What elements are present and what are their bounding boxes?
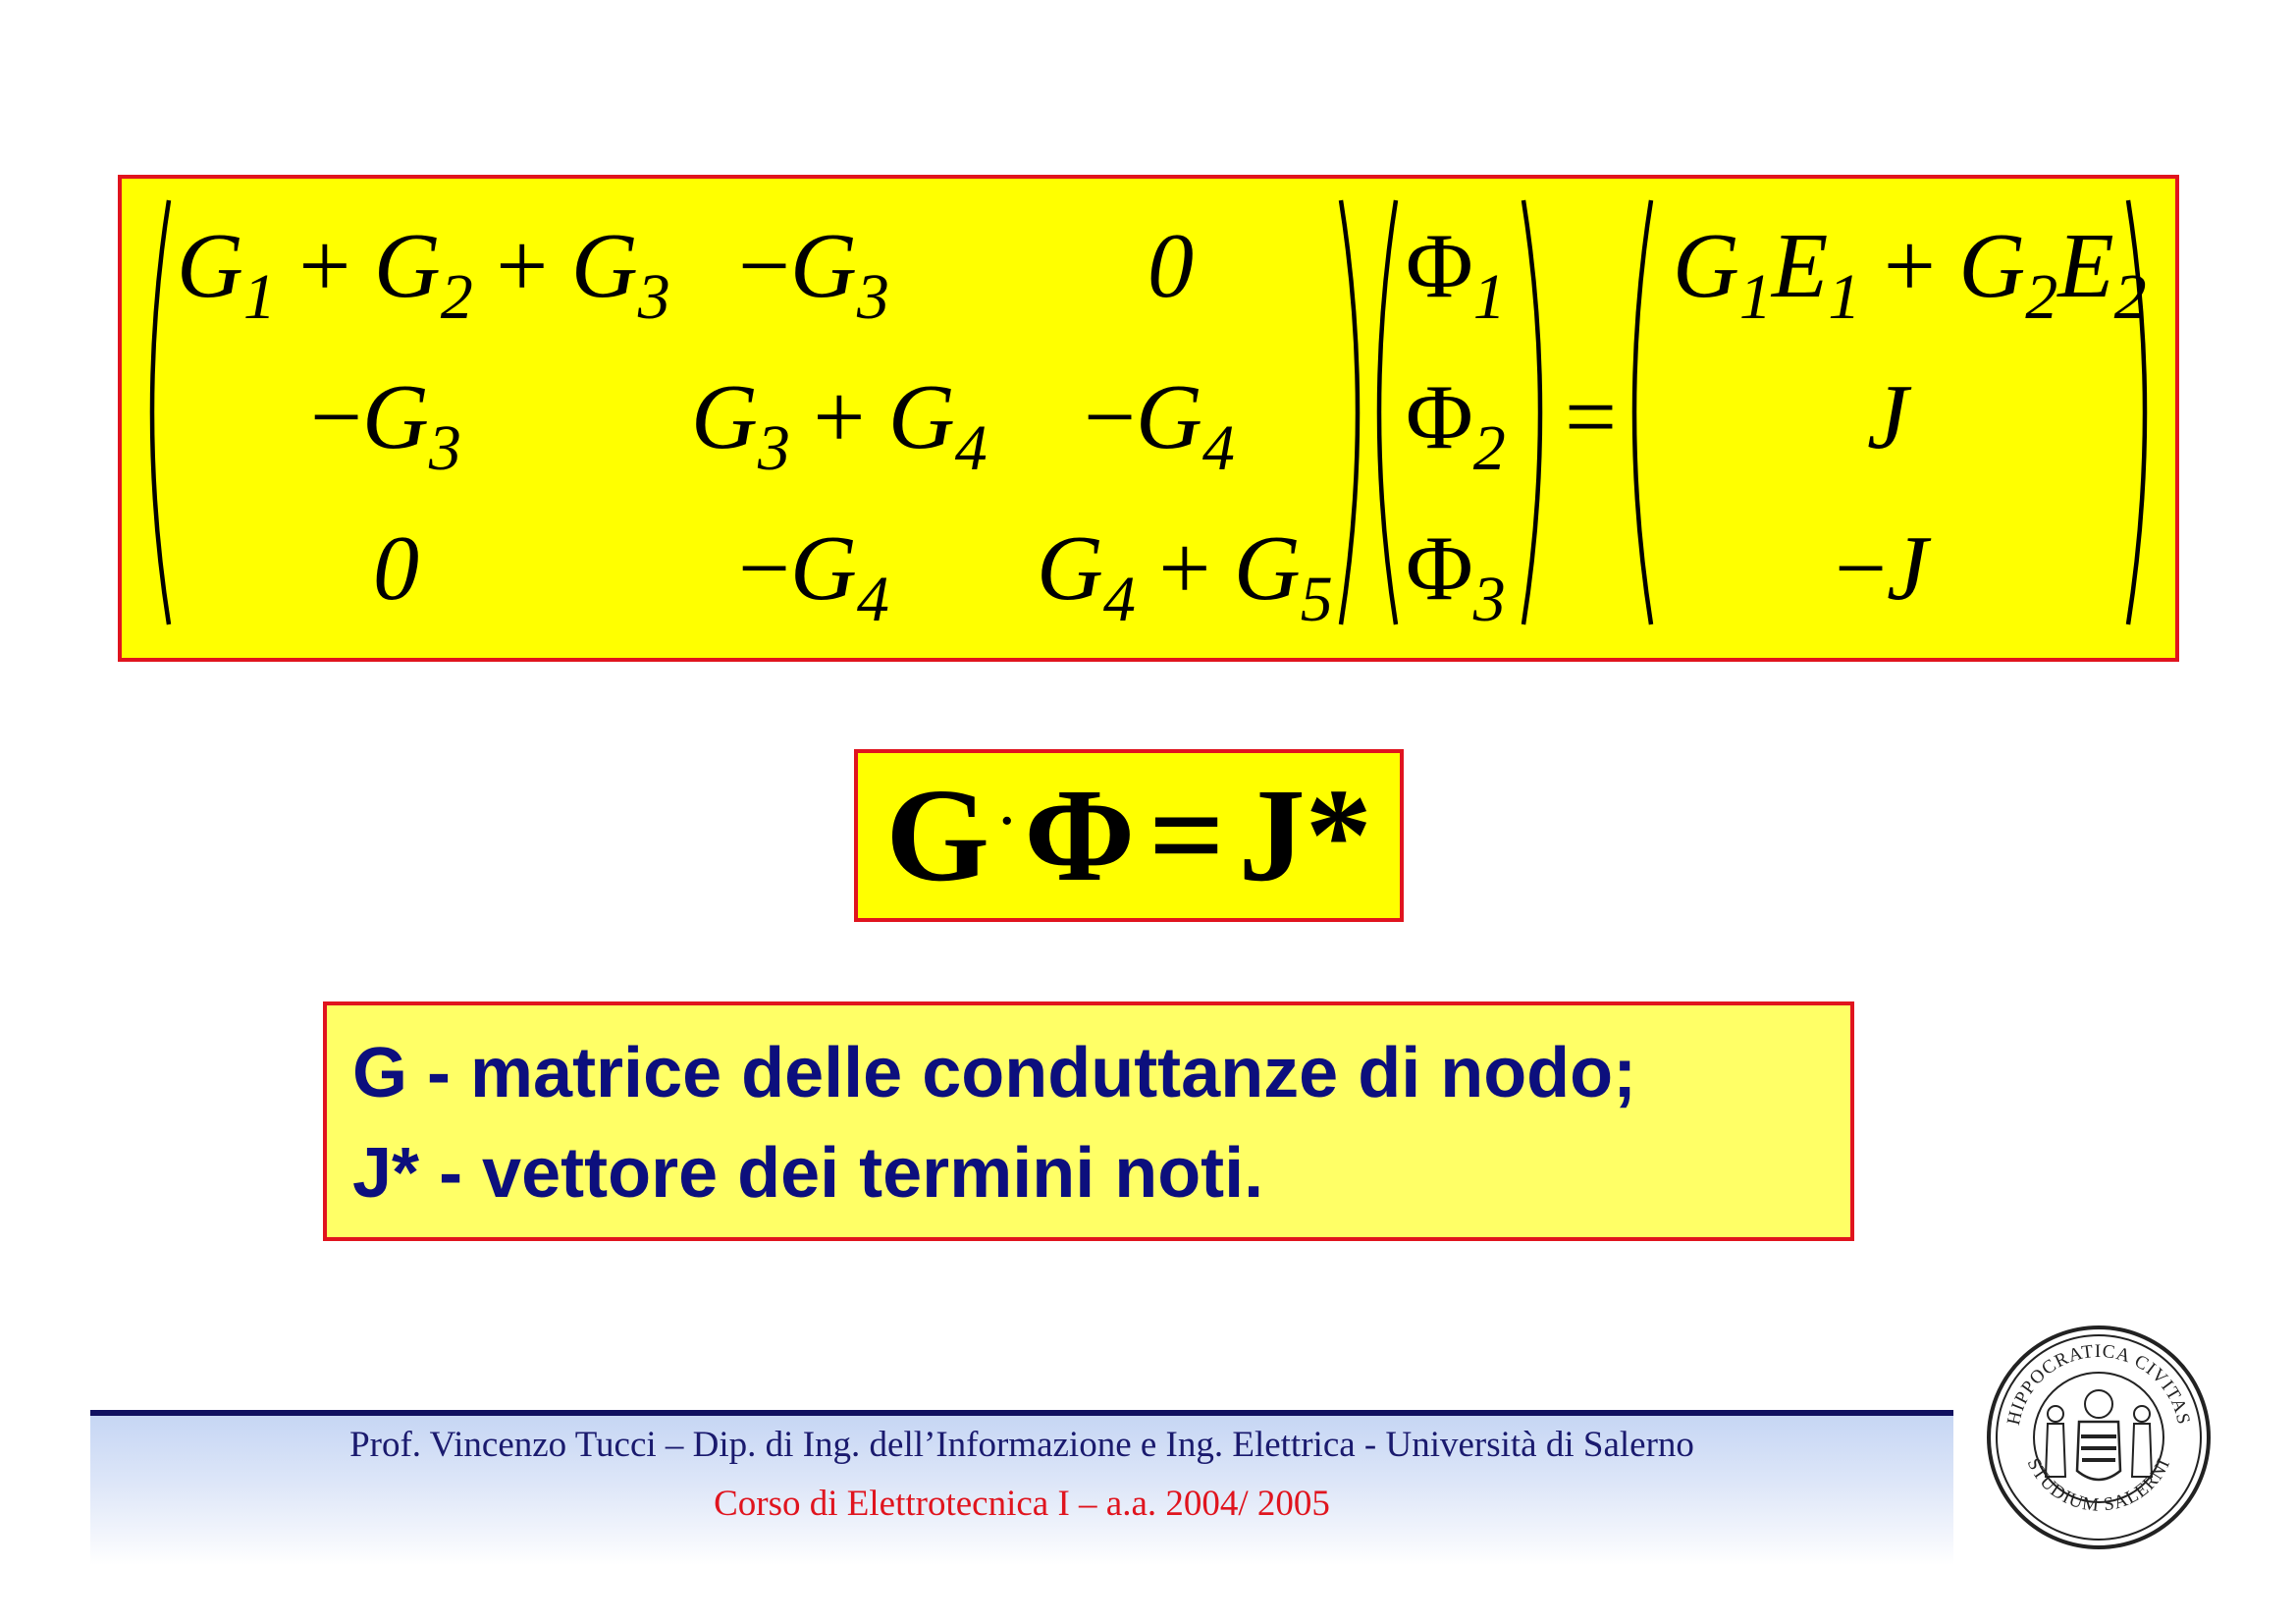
g-cell-2-1: $-G_3$ — [310, 366, 461, 484]
g-cell-2-2: $G_3 + G_4$ — [691, 366, 988, 484]
rhs-3: −J — [1835, 517, 1928, 620]
equation-g: G — [885, 762, 990, 909]
g-cell-1-1: $G_1 + G_2 + G_3$ — [177, 215, 670, 333]
phi-vector-right-paren — [1520, 196, 1559, 628]
equation-dot: · — [995, 784, 1019, 859]
definition-text: - vettore dei termini noti. — [419, 1134, 1264, 1213]
definition-term: J* — [352, 1134, 420, 1213]
rhs-vector-left-paren — [1616, 196, 1655, 628]
g-cell-1-3: 0 — [1148, 215, 1194, 317]
g-cell-3-3: $G_4 + G_5$ — [1037, 517, 1333, 635]
phi-1: $\Phi_1$ — [1406, 215, 1506, 333]
g-cell-2-3: $-G_4$ — [1084, 366, 1235, 484]
compact-equation — [858, 753, 1400, 918]
equation-phi: Φ — [1024, 762, 1136, 909]
phi-2: $\Phi_2$ — [1406, 366, 1506, 484]
rhs-1: $G_1E_1 + G_2E_2$ — [1673, 215, 2147, 333]
matrix-equals-sign: = — [1565, 366, 1618, 468]
definition-text: - matrice delle conduttanze di nodo; — [407, 1034, 1637, 1112]
seal-bottom-text: STUDIUM SALERNI — [2022, 1454, 2175, 1516]
seal-top-text: HIPPOCRATICA CIVITAS — [2002, 1340, 2194, 1428]
definition-term: G — [352, 1034, 408, 1112]
g-cell-3-1: 0 — [373, 517, 419, 620]
footer-author: Prof. Vincenzo Tucci – Dip. di Ing. dell’Informazione e Ing. Elettrica - Università di Salerno — [349, 1425, 1694, 1465]
footer-course: Corso di Elettrotecnica I – a.a. 2004/ 2005 — [714, 1484, 1330, 1524]
g-cell-1-2: $-G_3$ — [738, 215, 889, 333]
rhs-2: J — [1867, 366, 1908, 468]
equation-equals: = — [1148, 762, 1225, 909]
definition-g — [352, 1033, 1636, 1113]
definitions-box — [323, 1001, 1854, 1241]
compact-equation-box — [854, 749, 1404, 922]
phi-vector-left-paren — [1361, 196, 1400, 628]
equation-rhs: J* — [1238, 762, 1372, 909]
phi-3: $\Phi_3$ — [1406, 517, 1506, 635]
g-cell-3-2: $-G_4$ — [738, 517, 889, 635]
matrix-equation-box — [118, 175, 2179, 662]
rhs-vector-right-paren — [2124, 196, 2163, 628]
university-seal-logo — [1985, 1324, 2213, 1551]
g-matrix-left-paren — [133, 196, 173, 628]
definition-j-star — [352, 1133, 1263, 1214]
